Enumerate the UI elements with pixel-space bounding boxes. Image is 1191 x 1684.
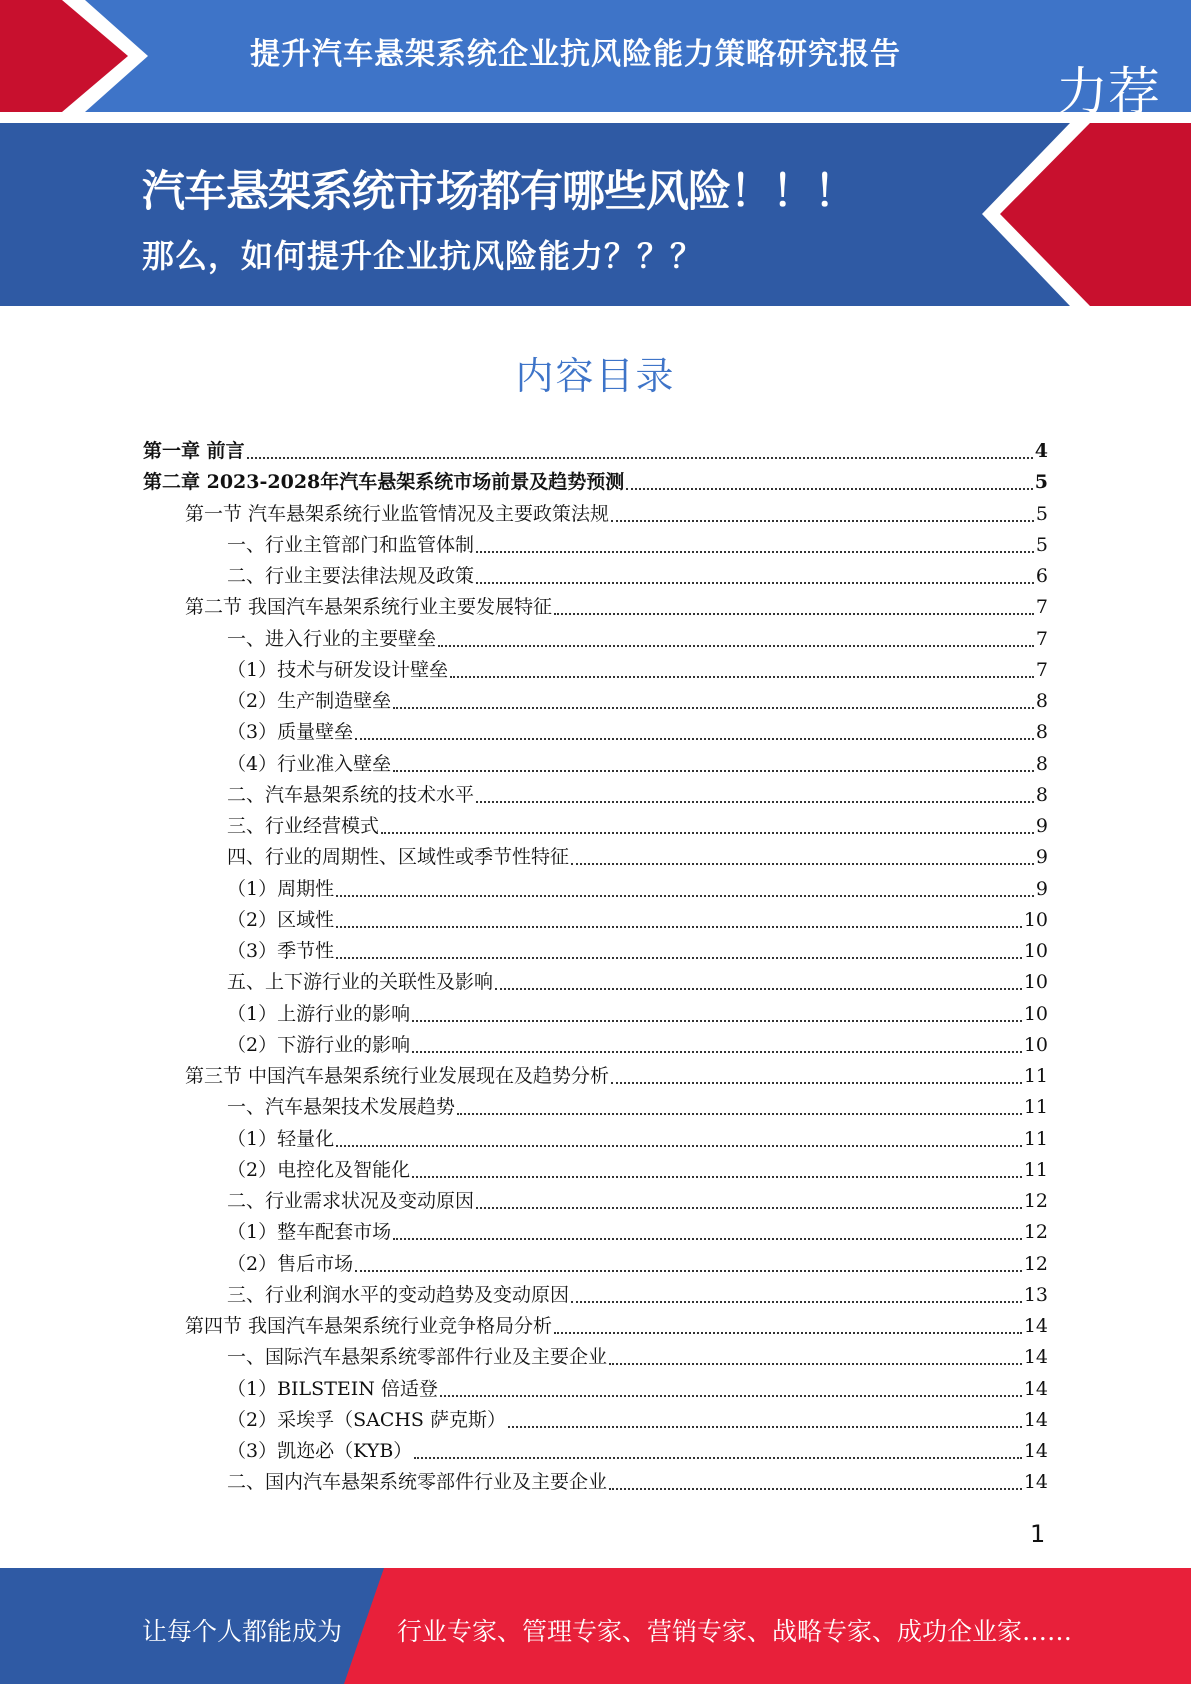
toc-entry-page: 8 bbox=[1035, 721, 1048, 744]
toc-dot-leader bbox=[508, 1425, 1022, 1428]
toc-dot-leader bbox=[457, 1112, 1022, 1115]
toc-entry-title: （2）区域性 bbox=[227, 908, 335, 931]
toc-entry[interactable] bbox=[143, 1436, 1048, 1467]
toc-entry[interactable] bbox=[143, 905, 1048, 936]
toc-entry[interactable] bbox=[143, 1249, 1048, 1280]
toc-entry-title: 二、行业需求状况及变动原因 bbox=[227, 1190, 475, 1212]
toc-entry-title: 一、进入行业的主要壁垒 bbox=[227, 627, 437, 650]
toc-entry[interactable] bbox=[143, 1374, 1048, 1405]
hero-subheadline: 那么，如何提升企业抗风险能力？？？ bbox=[142, 237, 704, 275]
toc-dot-leader bbox=[571, 1300, 1022, 1303]
hero-headline: 汽车悬架系统市场都有哪些风险！！！ bbox=[142, 167, 856, 217]
toc-entry-title: 一、国际汽车悬架系统零部件行业及主要企业 bbox=[227, 1346, 608, 1369]
toc-entry-title: 一、行业主管部门和监管体制 bbox=[227, 533, 475, 556]
footer-slogan-left: 让每个人都能成为 bbox=[142, 1617, 343, 1646]
toc-entry-page: 8 bbox=[1035, 690, 1048, 712]
toc-dot-leader bbox=[336, 956, 1022, 959]
toc-heading: 内容目录 bbox=[515, 354, 676, 398]
page-number: 1 bbox=[1030, 1520, 1046, 1548]
toc-entry[interactable] bbox=[143, 530, 1048, 561]
toc-entry-title: （1）轻量化 bbox=[227, 1127, 335, 1150]
toc-entry-title: （2）下游行业的影响 bbox=[227, 1033, 411, 1056]
recommend-badge-shape bbox=[0, 0, 1191, 306]
toc-dot-leader bbox=[412, 1050, 1022, 1053]
toc-entry[interactable] bbox=[143, 842, 1048, 873]
toc-entry-page: 11 bbox=[1023, 1127, 1048, 1150]
toc-dot-leader bbox=[554, 612, 1034, 615]
toc-entry-title: 四、行业的周期性、区域性或季节性特征 bbox=[227, 846, 570, 869]
toc-dot-leader bbox=[609, 1362, 1022, 1365]
toc-entry-page: 14 bbox=[1023, 1346, 1048, 1369]
toc-dot-leader bbox=[495, 987, 1022, 990]
toc-list bbox=[143, 436, 1048, 1499]
toc-entry-title: （4）行业准入壁垒 bbox=[227, 752, 392, 775]
toc-dot-leader bbox=[450, 675, 1034, 678]
toc-entry[interactable] bbox=[143, 1155, 1048, 1186]
toc-entry[interactable] bbox=[143, 1342, 1048, 1373]
toc-entry[interactable] bbox=[143, 811, 1048, 842]
toc-entry-page: 14 bbox=[1023, 1471, 1048, 1494]
toc-entry-title: （2）生产制造壁垒 bbox=[227, 690, 392, 712]
toc-dot-leader bbox=[412, 1019, 1022, 1022]
toc-dot-leader bbox=[476, 1206, 1022, 1209]
toc-entry-title: （1）整车配套市场 bbox=[227, 1221, 392, 1244]
toc-entry-page: 14 bbox=[1023, 1408, 1048, 1431]
toc-entry[interactable] bbox=[143, 1405, 1048, 1436]
toc-entry[interactable] bbox=[143, 592, 1048, 623]
toc-entry[interactable] bbox=[143, 1030, 1048, 1061]
toc-dot-leader bbox=[476, 800, 1034, 803]
toc-entry-page: 9 bbox=[1035, 815, 1048, 837]
toc-entry-title: 二、国内汽车悬架系统零部件行业及主要企业 bbox=[227, 1471, 608, 1494]
footer-slogan-right: 行业专家、管理专家、营销专家、战略专家、成功企业家…… bbox=[397, 1617, 1073, 1646]
toc-dot-leader bbox=[381, 831, 1034, 834]
toc-entry-title: （3）季节性 bbox=[227, 940, 335, 962]
toc-entry-page: 9 bbox=[1035, 877, 1048, 900]
toc-dot-leader bbox=[355, 1269, 1022, 1272]
toc-entry-page: 9 bbox=[1035, 846, 1048, 869]
toc-dot-leader bbox=[438, 644, 1034, 647]
toc-entry[interactable] bbox=[143, 1186, 1048, 1217]
toc-entry-title: （1）上游行业的影响 bbox=[227, 1002, 411, 1025]
toc-entry[interactable] bbox=[143, 999, 1048, 1030]
toc-entry[interactable] bbox=[143, 1061, 1048, 1092]
toc-entry[interactable] bbox=[143, 717, 1048, 748]
toc-entry-title: 第一节 汽车悬架系统行业监管情况及主要政策法规 bbox=[185, 502, 610, 525]
toc-entry-page: 11 bbox=[1023, 1065, 1048, 1087]
toc-entry-title: 二、汽车悬架系统的技术水平 bbox=[227, 783, 475, 806]
toc-entry-page: 7 bbox=[1035, 596, 1048, 619]
toc-entry-title: 第四节 我国汽车悬架系统行业竞争格局分析 bbox=[185, 1315, 553, 1337]
toc-entry-title: （2）售后市场 bbox=[227, 1252, 354, 1275]
toc-entry[interactable] bbox=[143, 624, 1048, 655]
toc-entry-title: 三、行业经营模式 bbox=[227, 815, 380, 837]
toc-entry-title: （2）采埃孚（SACHS 萨克斯） bbox=[227, 1408, 506, 1431]
toc-entry-page: 12 bbox=[1023, 1252, 1048, 1275]
toc-entry-page: 11 bbox=[1023, 1096, 1048, 1119]
toc-entry[interactable] bbox=[143, 655, 1048, 686]
recommend-label: 力荐 bbox=[1056, 63, 1161, 123]
toc-dot-leader bbox=[554, 1331, 1022, 1334]
toc-entry-page: 10 bbox=[1023, 971, 1048, 994]
toc-entry-title: 三、行业利润水平的变动趋势及变动原因 bbox=[227, 1283, 570, 1306]
toc-entry-title: 五、上下游行业的关联性及影响 bbox=[227, 971, 494, 994]
toc-entry[interactable] bbox=[143, 1280, 1048, 1311]
toc-entry-page: 14 bbox=[1023, 1315, 1048, 1337]
toc-entry-page: 10 bbox=[1023, 1033, 1048, 1056]
toc-entry[interactable] bbox=[143, 436, 1048, 467]
toc-entry-page: 5 bbox=[1035, 533, 1048, 556]
toc-entry-page: 11 bbox=[1023, 1158, 1048, 1181]
toc-dot-leader bbox=[336, 925, 1022, 928]
toc-entry[interactable] bbox=[143, 686, 1048, 717]
toc-entry[interactable] bbox=[143, 967, 1048, 998]
toc-entry-page: 5 bbox=[1034, 471, 1048, 494]
toc-entry-title: （2）电控化及智能化 bbox=[227, 1158, 411, 1181]
toc-entry-title: 第二章 2023-2028年汽车悬架系统市场前景及趋势预测 bbox=[143, 471, 625, 494]
toc-entry-page: 13 bbox=[1023, 1283, 1048, 1306]
toc-entry-page: 14 bbox=[1023, 1440, 1048, 1462]
toc-entry-title: （1）周期性 bbox=[227, 877, 335, 900]
toc-dot-leader bbox=[247, 456, 1033, 459]
toc-entry[interactable] bbox=[143, 561, 1048, 592]
toc-entry-page: 8 bbox=[1035, 783, 1048, 806]
toc-entry-title: 第三节 中国汽车悬架系统行业发展现在及趋势分析 bbox=[185, 1065, 610, 1087]
toc-entry[interactable] bbox=[143, 1124, 1048, 1155]
toc-dot-leader bbox=[355, 737, 1034, 740]
toc-dot-leader bbox=[412, 1175, 1022, 1178]
toc-entry[interactable] bbox=[143, 874, 1048, 905]
toc-entry-title: 第一章 前言 bbox=[143, 440, 245, 462]
toc-dot-leader bbox=[393, 706, 1034, 709]
toc-entry-page: 10 bbox=[1023, 940, 1048, 962]
toc-dot-leader bbox=[476, 581, 1034, 584]
toc-dot-leader bbox=[414, 1456, 1022, 1459]
toc-dot-leader bbox=[393, 1237, 1022, 1240]
toc-entry-title: （1）BILSTEIN 倍适登 bbox=[227, 1377, 438, 1400]
toc-entry-page: 10 bbox=[1023, 1002, 1048, 1025]
toc-dot-leader bbox=[336, 1144, 1022, 1147]
toc-entry-page: 12 bbox=[1023, 1190, 1048, 1212]
toc-entry[interactable] bbox=[143, 1092, 1048, 1123]
toc-entry[interactable] bbox=[143, 780, 1048, 811]
toc-dot-leader bbox=[440, 1394, 1022, 1397]
toc-entry-title: （3）凯迩必（KYB） bbox=[227, 1440, 413, 1462]
toc-entry-title: 第二节 我国汽车悬架系统行业主要发展特征 bbox=[185, 596, 553, 619]
toc-dot-leader bbox=[476, 550, 1034, 553]
toc-entry-page: 7 bbox=[1035, 658, 1048, 681]
toc-entry[interactable] bbox=[143, 1467, 1048, 1498]
toc-entry-title: （3）质量壁垒 bbox=[227, 721, 354, 744]
toc-entry-page: 14 bbox=[1023, 1377, 1048, 1400]
toc-entry-page: 10 bbox=[1023, 908, 1048, 931]
toc-entry-page: 5 bbox=[1035, 502, 1048, 525]
toc-entry-page: 8 bbox=[1035, 752, 1048, 775]
toc-entry-title: （1）技术与研发设计壁垒 bbox=[227, 658, 449, 681]
toc-entry-page: 12 bbox=[1023, 1221, 1048, 1244]
toc-entry[interactable] bbox=[143, 467, 1048, 498]
toc-entry-page: 4 bbox=[1034, 440, 1048, 462]
toc-entry-title: 一、汽车悬架技术发展趋势 bbox=[227, 1096, 456, 1119]
toc-entry[interactable] bbox=[143, 1311, 1048, 1342]
toc-dot-leader bbox=[611, 1081, 1022, 1084]
toc-entry[interactable] bbox=[143, 499, 1048, 530]
toc-dot-leader bbox=[336, 894, 1034, 897]
toc-dot-leader bbox=[609, 1487, 1022, 1490]
toc-dot-leader bbox=[626, 487, 1033, 490]
toc-entry[interactable] bbox=[143, 749, 1048, 780]
toc-dot-leader bbox=[571, 862, 1034, 865]
report-title: 提升汽车悬架系统企业抗风险能力策略研究报告 bbox=[250, 37, 901, 72]
toc-entry[interactable] bbox=[143, 1217, 1048, 1248]
toc-entry-title: 二、行业主要法律法规及政策 bbox=[227, 565, 475, 587]
toc-dot-leader bbox=[393, 769, 1034, 772]
toc-dot-leader bbox=[611, 519, 1034, 522]
toc-entry[interactable] bbox=[143, 936, 1048, 967]
toc-entry-page: 6 bbox=[1035, 565, 1048, 587]
toc-entry-page: 7 bbox=[1035, 627, 1048, 650]
